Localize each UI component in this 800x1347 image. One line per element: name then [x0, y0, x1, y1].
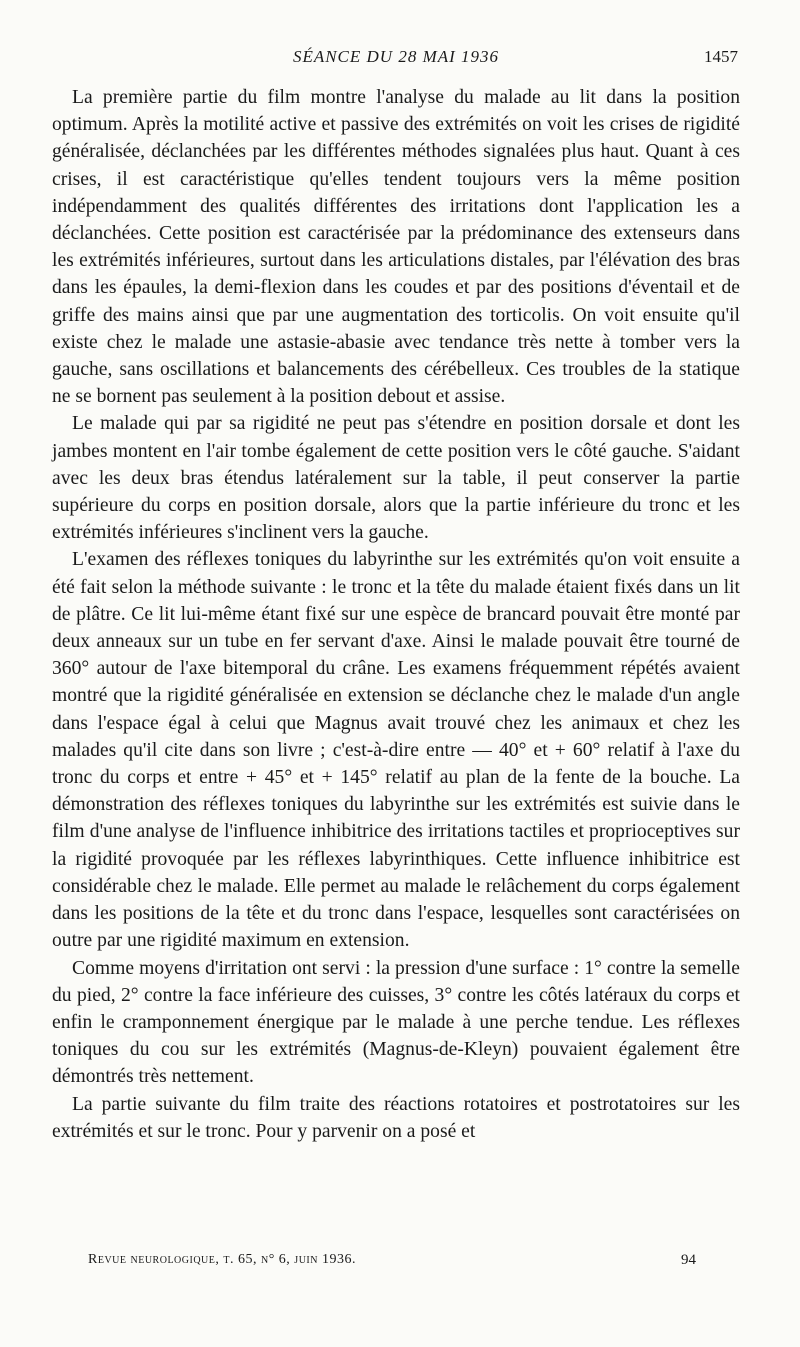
- paragraph-1: La première partie du film montre l'analyse du malade au lit dans la position optimum. Après la motilité active et passive des extrémités on voit les crises de rigidité généralisée, déclanchées par les différentes méthodes signalées plus haut. Quant à ces crises, il est caractéristique qu'elles tendent toujours vers la même position indépendamment des qualités différentes des irritations dont l'application les a déclanchées. Cette position est caractérisée par la prédominance des extenseurs dans les extrémités inférieures, surtout dans les articulations distales, par l'élévation des bras dans les épaules, la demi-flexion dans les coudes et par des positions d'éventail et de griffe des mains ainsi que par une augmentation des torticolis. On voit ensuite qu'il existe chez le malade une astasie-abasie avec tendance très nette à tomber vers la gauche, sans oscillations et balancements des cérébelleux. Ces troubles de la statique ne se bornent pas seulement à la position debout et assise.: [52, 87, 740, 408]
- paragraph-5: La partie suivante du film traite des réactions rotatoires et postrotatoires sur les extrémités et sur le tronc. Pour y parvenir on a posé et: [52, 1093, 740, 1142]
- running-head-title: SÉANCE DU 28 MAI 1936: [292, 47, 500, 66]
- paragraph-4: Comme moyens d'irritation ont servi : la pression d'une surface : 1° contre la semelle du pied, 2° contre la face inférieure des cuisses, 3° contre les côtés latéraux du corps et enfin le cramponnement énergique par le malade à une perche tendue. Les réflexes toniques du cou sur les extrémités (Magnus-de-Kleyn) pouvaient également être démontrés très nettement.: [52, 957, 740, 1088]
- page-footer: [88, 1252, 696, 1276]
- article-body: [52, 84, 740, 1145]
- running-head: [52, 44, 740, 72]
- page-number: 1457: [704, 47, 738, 66]
- journal-citation: Revue neurologique, t. 65, n° 6, juin 1936.: [88, 1252, 356, 1267]
- paragraph-3: L'examen des réflexes toniques du labyrinthe sur les extrémités qu'on voit ensuite a été fait selon la méthode suivante : le tronc et la tête du malade étaient fixés dans un lit de plâtre. Ce lit lui-même étant fixé sur une espèce de brancard pouvait être monté par deux anneaux sur un tube en fer servant d'axe. Ainsi le malade pouvait être tourné de 360° autour de l'axe bitemporal du crâne. Les examens fréquemment répétés avaient montré que la rigidité généralisée en extension se déclanche chez le malade d'un angle dans l'espace égal à celui que Magnus avait trouvé chez les animaux et chez les malades qu'il cite dans son livre ; c'est-à-dire entre — 40° et + 60° relatif à l'axe du tronc du corps et entre + 45° et + 145° relatif au plan de la fente de la bouche. La démonstration des réflexes toniques du labyrinthe sur les extrémités est suivie dans le film d'une analyse de l'influence inhibitrice des irritations tactiles et proprioceptives sur la rigidité provoquée par les réflexes labyrinthiques. Cette influence inhibitrice est considérable chez le malade. Elle permet au malade le relâchement du corps également dans les positions de la tête et du tronc dans l'espace, lesquelles sont caractérisées on outre par une rigidité maximum en extension.: [52, 549, 740, 952]
- signature-mark: 94: [681, 1252, 696, 1268]
- paragraph-2: Le malade qui par sa rigidité ne peut pas s'étendre en position dorsale et dont les jambes montent en l'air tombe également de cette position vers le côté gauche. S'aidant avec les deux bras étendus latéralement sur la table, il peut conserver la partie supérieure du corps en position dorsale, alors que la partie inférieure du tronc et les extrémités inférieures s'inclinent vers la gauche.: [52, 413, 740, 544]
